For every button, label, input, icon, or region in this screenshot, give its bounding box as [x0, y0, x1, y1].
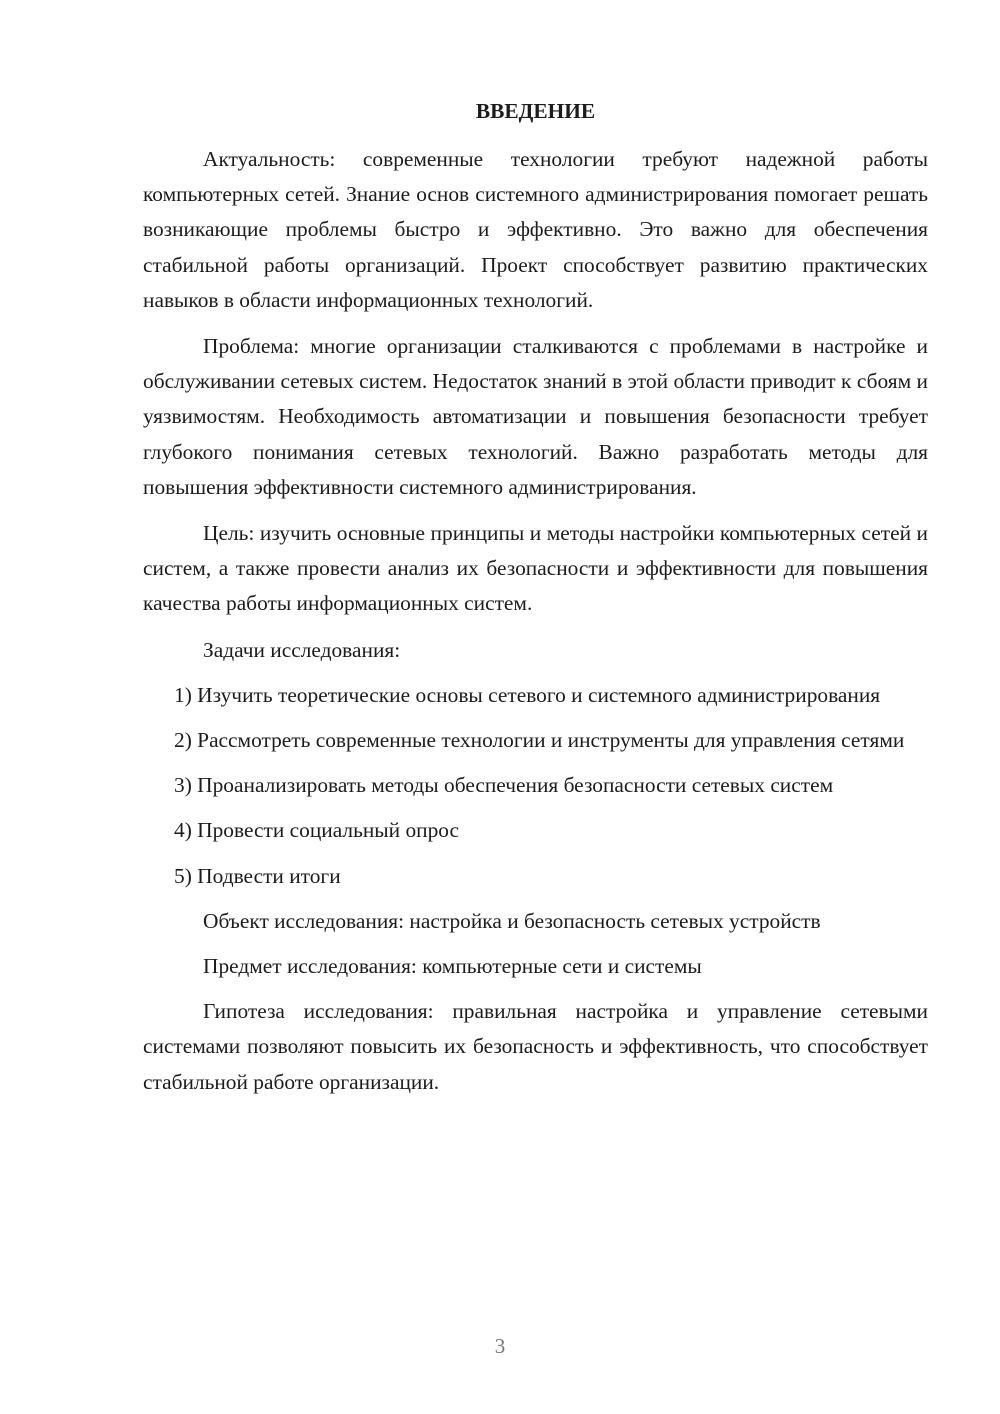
paragraph-object: Объект исследования: настройка и безопасность сетевых устройств — [203, 908, 821, 933]
list-item-task-2: 2) Рассмотреть современные технологии и инструменты для управления сетями — [174, 728, 905, 753]
list-item-task-5: 5) Подвести итоги — [174, 863, 341, 888]
paragraph-subject: Предмет исследования: компьютерные сети и системы — [203, 954, 702, 979]
paragraph-hypothesis: Гипотеза исследования: правильная настройка и управление сетевыми системами позволяют повысить их безопасность и эффективность, что способствует стабильной работе организации. — [143, 999, 928, 1094]
list-item-task-3: 3) Проанализировать методы обеспечения безопасности сетевых систем — [174, 773, 834, 798]
paragraph-relevance: Актуальность: современные технологии требуют надежной работы компьютерных сетей. Знание основ системного администрирования помогает решать возникающие проблемы быстро и эффективно. Это важно для обеспечения стабильной работы организаций. Проект способствует развитию практических навыков в области информационных технологий. — [143, 147, 928, 312]
page-title: ВВЕДЕНИЕ — [475, 99, 596, 123]
page-number: 3 — [494, 1334, 506, 1358]
list-item-task-4: 4) Провести социальный опрос — [174, 818, 460, 843]
list-item-task-1: 1) Изучить теоретические основы сетевого и системного администрирования — [174, 682, 881, 707]
tasks-heading: Задачи исследования: — [203, 637, 401, 662]
paragraph-problem: Проблема: многие организации сталкиваются с проблемами в настройке и обслуживании сетевых систем. Недостаток знаний в этой области приводит к сбоям и уязвимостям. Необходимость автоматизации и повышения безопасности требует глубокого понимания сетевых технологий. Важно разработать методы для повышения эффективности системного администрирования. — [143, 334, 928, 499]
body-text — [143, 142, 928, 1100]
paragraph-goal: Цель: изучить основные принципы и методы настройки компьютерных сетей и систем, а также провести анализ их безопасности и эффективности для повышения качества работы информационных систем. — [143, 521, 928, 616]
